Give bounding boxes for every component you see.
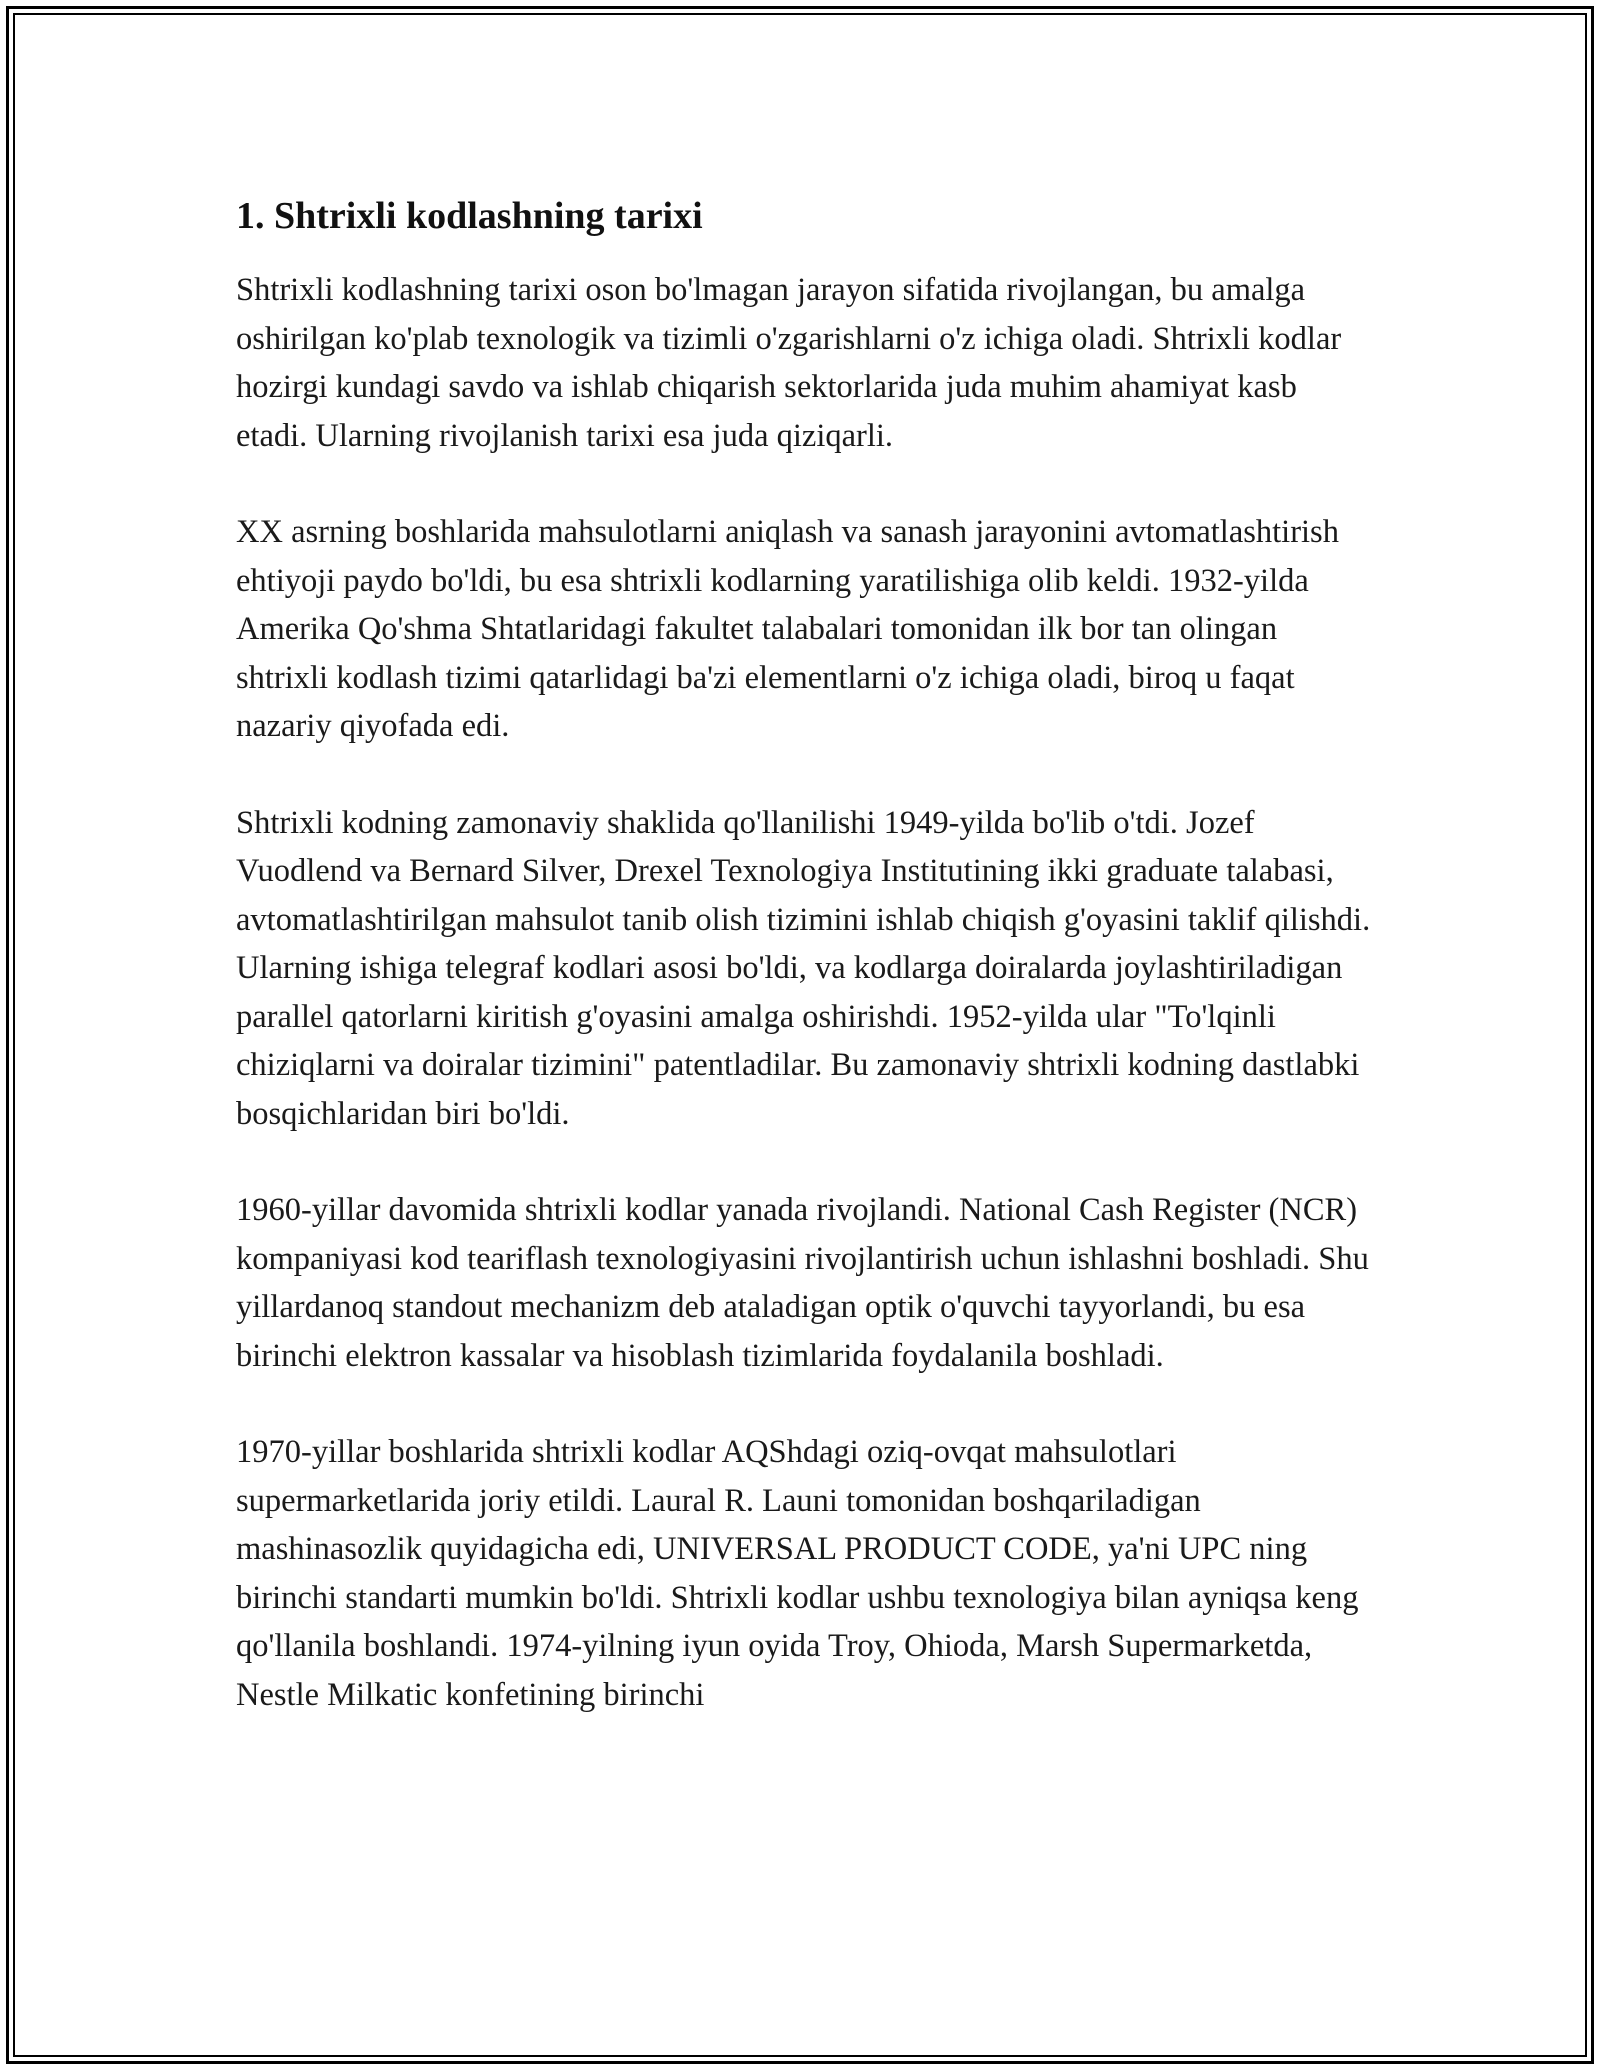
paragraph-1970s: 1970-yillar boshlarida shtrixli kodlar AQShdagi oziq-ovqat mahsulotlari supermarketlarida joriy etildi. Laural R. Launi tomonidan boshqariladigan mashinasozlik quyidagicha edi, UNIVERSAL PRODUCT CODE, ya'ni UPC ning birinchi standarti mumkin bo'ldi. Shtrixli kodlar ushbu texnologiya bilan ayniqsa keng qo'llanila boshlandi. 1974-yilning iyun oyida Troy, Ohioda, Marsh Supermarketda, Nestle Milkatic konfetining birinchi <box>236 1434 1359 1713</box>
document-body <box>236 188 1376 1767</box>
paragraph-1960s: 1960-yillar davomida shtrixli kodlar yanada rivojlandi. National Cash Register (NCR) kompaniyasi kod teariflash texnologiyasini rivojlantirish uchun ishlashni boshladi. Shu yillardanoq standout mechanizm deb ataladigan optik o'quvchi tayyorlandi, bu esa birinchi elektron kassalar va hisoblash tizimlarida foydalanila boshladi. <box>236 1192 1369 1374</box>
paragraph-early-history: XX asrning boshlarida mahsulotlarni aniqlash va sanash jarayonini avtomatlashtirish ehtiyoji paydo bo'ldi, bu esa shtrixli kodlarning yaratilishiga olib keldi. 1932-yilda Amerika Qo'shma Shtatlaridagi fakultet talabalari tomonidan ilk bor tan olingan shtrixli kodlash tizimi qatarlidagi ba'zi elementlarni o'z ichiga oladi, biroq u faqat nazariy qiyofada edi. <box>236 514 1339 744</box>
paragraph-modern-form: Shtrixli kodning zamonaviy shaklida qo'llanilishi 1949-yilda bo'lib o'tdi. Jozef Vuodlend va Bernard Silver, Drexel Texnologiya Institutining ikki graduate talabasi, avtomatlashtirilgan mahsulot tanib olish tizimini ishlab chiqish g'oyasini taklif qilishdi. Ularning ishiga telegraf kodlari asosi bo'ldi, va kodlarga doiralarda joylashtiriladigan parallel qatorlarni kiritish g'oyasini amalga oshirishdi. 1952-yilda ular "To'lqinli chiziqlarni va doiralar tizimini" patentladilar. Bu zamonaviy shtrixli kodning dastlabki bosqichlaridan biri bo'ldi. <box>236 804 1371 1132</box>
section-heading: 1. Shtrixli kodlashning tarixi <box>236 195 703 237</box>
paragraph-intro: Shtrixli kodlashning tarixi oson bo'lmagan jarayon sifatida rivojlangan, bu amalga oshirilgan ko'plab texnologik va tizimli o'zgarishlarni o'z ichiga oladi. Shtrixli kodlar hozirgi kundagi savdo va ishlab chiqarish sektorlarida juda muhim ahamiyat kasb etadi. Ularning rivojlanish tarixi esa juda qiziqarli. <box>236 272 1342 454</box>
